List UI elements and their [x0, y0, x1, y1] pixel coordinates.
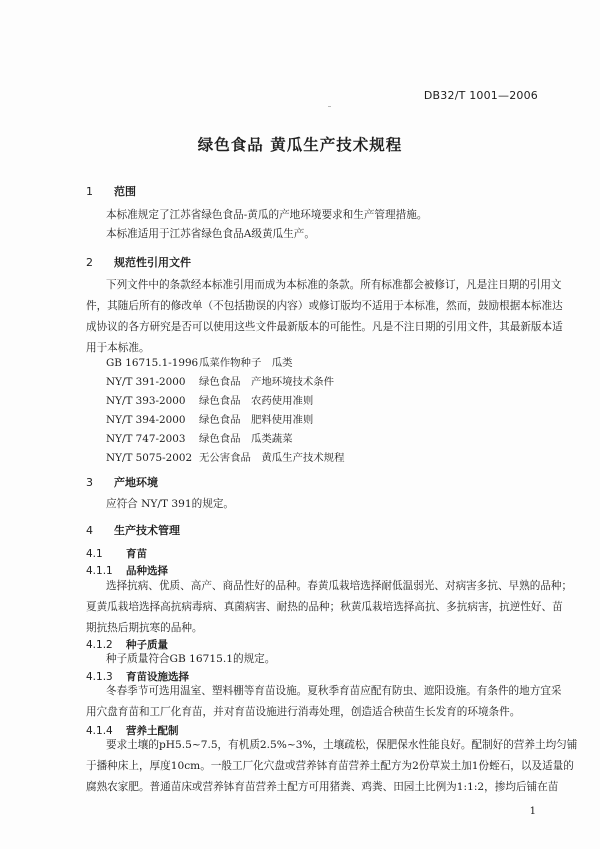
section-number: 1: [86, 185, 93, 198]
reference-title: 绿色食品 肥料使用准则: [199, 414, 314, 426]
text-line: 冬春季节可选用温室、塑料棚等育苗设施。夏秋季育苗应配有防虫、遮阳设施。有条件的地方宜采: [106, 685, 562, 697]
text-line: 要求土壤的pH5.5~7.5，有机质2.5%~3%，土壤疏松，保肥保水性能良好。配制好的营养土均匀铺: [106, 739, 578, 751]
reference-title: 无公害食品 黄瓜生产技术规程: [199, 452, 345, 464]
paragraph: 种子质量符合GB 16715.1的规定。: [106, 653, 276, 665]
section-title: 范围: [114, 185, 136, 198]
page-title: 绿色食品 黄瓜生产技术规程: [197, 136, 403, 154]
reference-title: 绿色食品 农药使用准则: [199, 395, 314, 407]
section-number: 4.1.2: [86, 639, 113, 651]
paragraph: 应符合 NY/T 391的规定。: [106, 498, 235, 510]
section-title: 育苗设施选择: [126, 671, 189, 683]
section-number: 3: [86, 476, 93, 489]
subsection-4-1-heading: [86, 546, 147, 561]
reference-code: NY/T 391-2000: [106, 376, 186, 388]
section-number: 4: [86, 524, 93, 537]
reference-item: [106, 449, 344, 464]
section-number: 4.1.4: [86, 725, 113, 737]
section-3-heading: [86, 474, 158, 490]
reference-item: [106, 392, 313, 407]
text-line: 用穴盘育苗和工厂化育苗，并对育苗设施进行消毒处理，创造适合秧苗生长发育的环境条件。: [86, 706, 521, 718]
text-line: 下列文件中的条款经本标准引用而成为本标准的条款。所有标准都会被修订，凡是注日期的引用文: [106, 279, 562, 291]
reference-code: GB 16715.1-1996: [106, 357, 199, 369]
text-line: 夏黄瓜栽培选择高抗病毒病、真菌病害、耐热的品种；秋黄瓜栽培选择高抗、多抗病害，抗逆性好、苗: [86, 601, 563, 613]
section-2-heading: [86, 254, 191, 270]
page-number: 1: [529, 806, 536, 817]
reference-title: 绿色食品 瓜类蔬菜: [199, 433, 293, 445]
text-line: 腐熟农家肥。普通苗床或营养钵育苗营养土配方可用猪粪、鸡粪、田园土比例为1:1:2，掺均后铺在苗: [86, 781, 559, 793]
text-line: 于播种床上，厚度10cm。一般工厂化穴盘或营养钵育苗营养土配方为2份草炭土加1份蛭石，以及适量的: [86, 760, 574, 772]
text-line: 选择抗病、优质、高产、商品性好的品种。春黄瓜栽培选择耐低温弱光、对病害多抗、早熟的品种；: [106, 580, 573, 592]
paragraph: 本标准适用于江苏省绿色食品A级黄瓜生产。: [106, 228, 315, 240]
section-title: 规范性引用文件: [114, 256, 191, 269]
section-1-heading: [86, 183, 136, 199]
paragraph: 本标准规定了江苏省绿色食品-黄瓜的产地环境要求和生产管理措施。: [106, 209, 428, 221]
section-title: 品种选择: [126, 565, 168, 577]
section-number: 4.1.1: [86, 565, 113, 577]
text-line: 期抗热后期抗寒的品种。: [86, 622, 203, 634]
reference-title: 绿色食品 产地环境技术条件: [199, 376, 335, 388]
text-line: 用于本标准。: [86, 342, 150, 354]
reference-title: 瓜菜作物种子 瓜类: [199, 357, 293, 369]
section-number: 4.1: [86, 548, 103, 560]
reference-item: [106, 411, 313, 426]
section-number: 4.1.3: [86, 671, 113, 683]
text-line: 件，其随后所有的修改单（不包括勘误的内容）或修订版均不适用于本标准，然而，鼓励根据本标准达: [86, 300, 563, 312]
section-title: 生产技术管理: [114, 524, 180, 537]
reference-item: [106, 430, 293, 445]
document-number: DB32/T 1001—2006: [423, 89, 538, 102]
reference-code: NY/T 5075-2002: [106, 452, 193, 464]
reference-code: NY/T 747-2003: [106, 433, 186, 445]
section-4-heading: [86, 522, 180, 538]
scan-mark: [328, 106, 331, 107]
reference-code: NY/T 394-2000: [106, 414, 186, 426]
section-title: 育苗: [126, 548, 147, 560]
reference-item: [106, 354, 293, 369]
text-line: 成协议的各方研究是否可以使用这些文件最新版本的可能性。凡是不注日期的引用文件，其最新版本适: [86, 321, 563, 333]
section-number: 2: [86, 256, 93, 269]
section-title: 种子质量: [126, 639, 168, 651]
section-title: 营养土配制: [126, 725, 179, 737]
reference-code: NY/T 393-2000: [106, 395, 186, 407]
section-title: 产地环境: [114, 476, 158, 489]
reference-item: [106, 373, 334, 388]
